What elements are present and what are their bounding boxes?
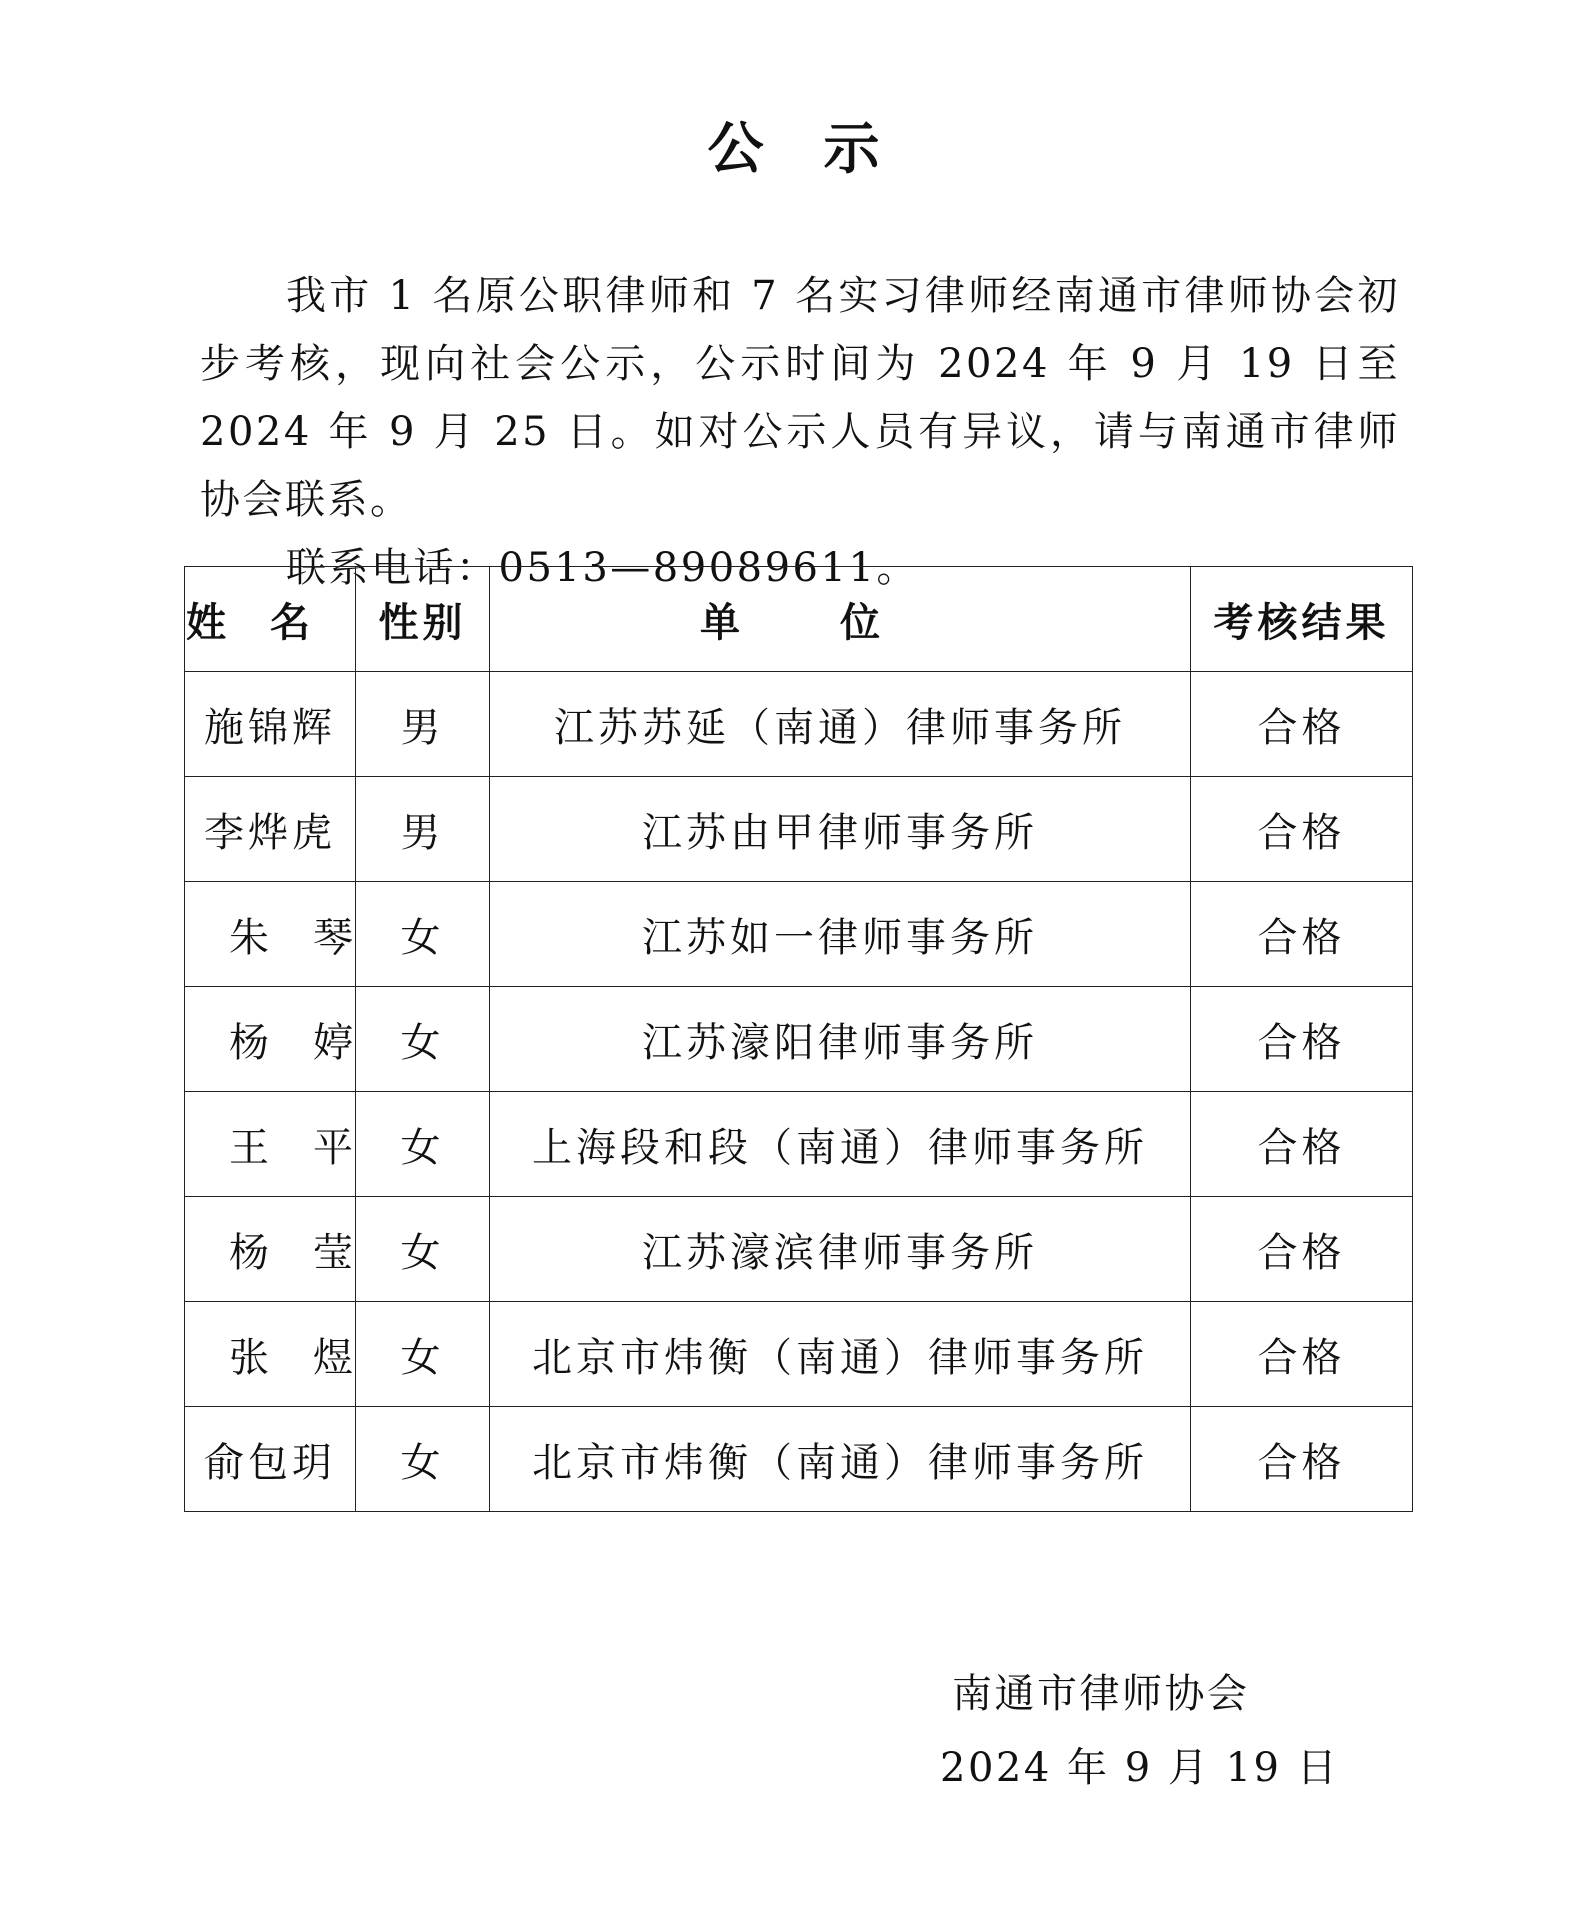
cell-unit: 上海段和段（南通）律师事务所 (490, 1092, 1191, 1197)
page-title: 公示 (707, 117, 940, 182)
cell-result: 合格 (1191, 1302, 1413, 1407)
signature-organization: 南通市律师协会 (952, 1671, 1250, 1717)
cell-result: 合格 (1191, 882, 1413, 987)
cell-result: 合格 (1191, 1197, 1413, 1302)
cell-gender: 女 (356, 1092, 490, 1197)
cell-unit: 北京市炜衡（南通）律师事务所 (490, 1407, 1191, 1512)
table-row (185, 1092, 1413, 1197)
roster-body (185, 672, 1413, 1512)
cell-gender: 男 (356, 777, 490, 882)
table-header-row (185, 567, 1413, 672)
cell-gender: 女 (356, 987, 490, 1092)
cell-name: 李烨虎 (185, 777, 356, 882)
cell-result: 合格 (1191, 1407, 1413, 1512)
cell-result: 合格 (1191, 777, 1413, 882)
cell-unit: 江苏由甲律师事务所 (490, 777, 1191, 882)
signature-block (940, 1660, 1339, 1802)
cell-result: 合格 (1191, 987, 1413, 1092)
cell-result: 合格 (1191, 1092, 1413, 1197)
cell-result: 合格 (1191, 672, 1413, 777)
table-row (185, 672, 1413, 777)
table-row (185, 987, 1413, 1092)
cell-name: 杨莹 (185, 1197, 356, 1302)
cell-unit: 北京市炜衡（南通）律师事务所 (490, 1302, 1191, 1407)
roster-table (184, 566, 1413, 1512)
cell-gender: 女 (356, 1197, 490, 1302)
cell-gender: 女 (356, 882, 490, 987)
header-name-label: 姓名 (186, 599, 354, 646)
table-row (185, 1197, 1413, 1302)
header-name (185, 567, 356, 672)
cell-unit: 江苏如一律师事务所 (490, 882, 1191, 987)
header-result: 考核结果 (1191, 567, 1413, 672)
header-gender: 性别 (356, 567, 490, 672)
cell-gender: 男 (356, 672, 490, 777)
cell-name: 杨婷 (185, 987, 356, 1092)
cell-unit: 江苏濠滨律师事务所 (490, 1197, 1191, 1302)
table-row (185, 1302, 1413, 1407)
table-row (185, 777, 1413, 882)
cell-name: 王平 (185, 1092, 356, 1197)
signature-date: 2024 年 9 月 19 日 (940, 1745, 1340, 1791)
cell-unit: 江苏苏延（南通）律师事务所 (490, 672, 1191, 777)
table-row (185, 1407, 1413, 1512)
notice-paragraph: 我市 1 名原公职律师和 7 名实习律师经南通市律师协会初步考核，现向社会公示，公示时间为 2024 年 9 月 19 日至 2024 年 9 月 25 日。如对公示人员有异议，请与南通市律师协会联系。 (200, 273, 1400, 523)
cell-name: 张煜 (185, 1302, 356, 1407)
cell-gender: 女 (356, 1407, 490, 1512)
notice-body (200, 262, 1400, 602)
contact-phone: 联系电话：0513—89089611。 (286, 545, 919, 591)
header-unit (490, 567, 1191, 672)
cell-name: 施锦辉 (185, 672, 356, 777)
cell-name: 朱琴 (185, 882, 356, 987)
table-row (185, 882, 1413, 987)
cell-name: 俞包玥 (185, 1407, 356, 1512)
cell-unit: 江苏濠阳律师事务所 (490, 987, 1191, 1092)
header-unit-label: 单位 (700, 599, 980, 646)
cell-gender: 女 (356, 1302, 490, 1407)
